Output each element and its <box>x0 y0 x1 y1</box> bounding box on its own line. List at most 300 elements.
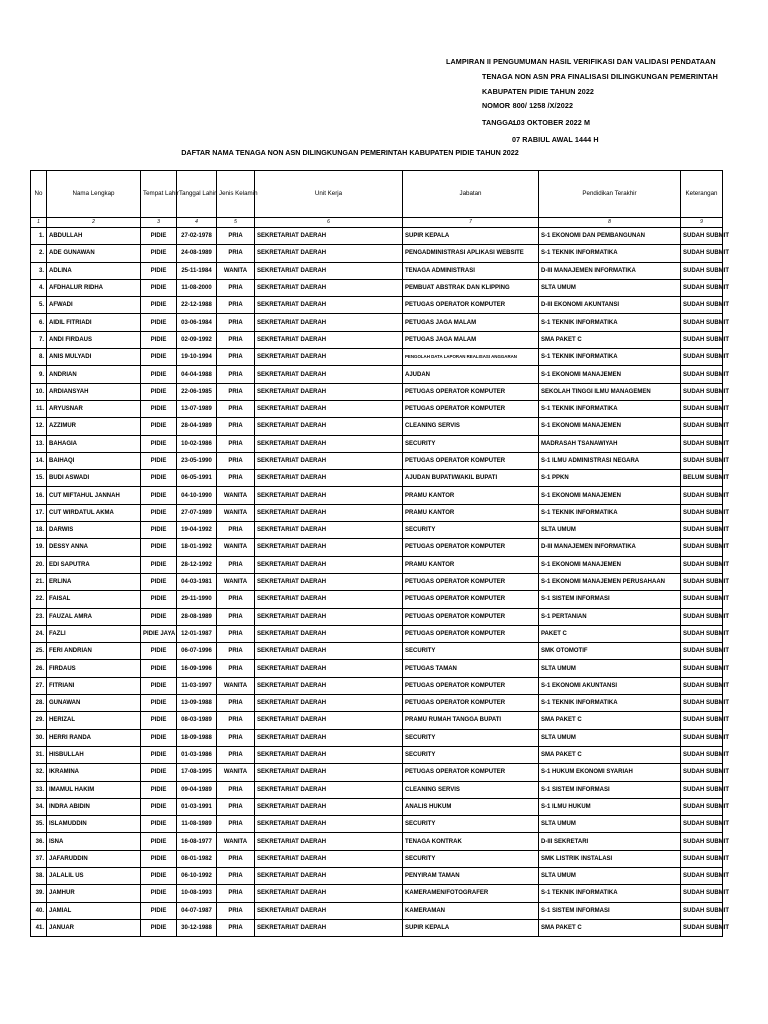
row-number-cell: 37. <box>31 850 47 867</box>
work-unit-cell: SEKRETARIAT DAERAH <box>255 885 403 902</box>
position-cell: KAMERAMAN <box>403 902 539 919</box>
full-name-cell: CUT WIRDATUL AKMA <box>47 504 141 521</box>
column-number: 9 <box>681 218 723 228</box>
birth-place-cell: PIDIE <box>141 712 177 729</box>
work-unit-cell: SEKRETARIAT DAERAH <box>255 487 403 504</box>
education-cell: S-1 ILMU ADMINISTRASI NEGARA <box>539 452 681 469</box>
position-cell: SECURITY <box>403 746 539 763</box>
status-cell: SUDAH SUBMIT <box>681 504 723 521</box>
table-row <box>31 695 723 712</box>
birth-date-cell: 02-09-1992 <box>177 331 217 348</box>
status-cell: SUDAH SUBMIT <box>681 228 723 245</box>
status-cell: SUDAH SUBMIT <box>681 816 723 833</box>
table-row <box>31 366 723 383</box>
position-cell: PRAMU KANTOR <box>403 556 539 573</box>
table-row <box>31 435 723 452</box>
work-unit-cell: SEKRETARIAT DAERAH <box>255 712 403 729</box>
birth-place-cell: PIDIE JAYA <box>141 625 177 642</box>
position-cell: PETUGAS OPERATOR KOMPUTER <box>403 383 539 400</box>
column-number: 5 <box>217 218 255 228</box>
table-row <box>31 522 723 539</box>
status-cell: SUDAH SUBMIT <box>681 435 723 452</box>
gender-cell: PRIA <box>217 245 255 262</box>
education-cell: SLTA UMUM <box>539 729 681 746</box>
status-cell: SUDAH SUBMIT <box>681 902 723 919</box>
status-cell: SUDAH SUBMIT <box>681 885 723 902</box>
position-cell: AJUDAN BUPATI/WAKIL BUPATI <box>403 470 539 487</box>
gender-cell: PRIA <box>217 470 255 487</box>
work-unit-cell: SEKRETARIAT DAERAH <box>255 625 403 642</box>
full-name-cell: JALALIL US <box>47 867 141 884</box>
work-unit-cell: SEKRETARIAT DAERAH <box>255 781 403 798</box>
education-cell: S-1 EKONOMI MANAJEMEN <box>539 556 681 573</box>
education-cell: SLTA UMUM <box>539 816 681 833</box>
position-cell: PETUGAS OPERATOR KOMPUTER <box>403 452 539 469</box>
full-name-cell: ISNA <box>47 833 141 850</box>
header-line-3: KABUPATEN PIDIE TAHUN 2022 <box>482 87 595 96</box>
status-cell: SUDAH SUBMIT <box>681 573 723 590</box>
column-header: Pendidikan Terakhir <box>539 171 681 218</box>
gender-cell: PRIA <box>217 591 255 608</box>
row-number-cell: 13. <box>31 435 47 452</box>
education-cell: S-1 EKONOMI AKUNTANSI <box>539 677 681 694</box>
gender-cell: PRIA <box>217 452 255 469</box>
work-unit-cell: SEKRETARIAT DAERAH <box>255 556 403 573</box>
gender-cell: WANITA <box>217 764 255 781</box>
status-cell: SUDAH SUBMIT <box>681 798 723 815</box>
birth-place-cell: PIDIE <box>141 349 177 366</box>
birth-date-cell: 28-08-1989 <box>177 608 217 625</box>
position-cell: PENGADMINISTRASI APLIKASI WEBSITE <box>403 245 539 262</box>
gender-cell: PRIA <box>217 746 255 763</box>
birth-date-cell: 12-01-1987 <box>177 625 217 642</box>
work-unit-cell: SEKRETARIAT DAERAH <box>255 867 403 884</box>
work-unit-cell: SEKRETARIAT DAERAH <box>255 522 403 539</box>
position-cell: SECURITY <box>403 729 539 746</box>
row-number-cell: 31. <box>31 746 47 763</box>
birth-place-cell: PIDIE <box>141 504 177 521</box>
education-cell: S-1 TEKNIK INFORMATIKA <box>539 504 681 521</box>
position-cell: PETUGAS OPERATOR KOMPUTER <box>403 695 539 712</box>
birth-date-cell: 22-12-1988 <box>177 297 217 314</box>
gender-cell: PRIA <box>217 919 255 936</box>
row-number-cell: 32. <box>31 764 47 781</box>
education-cell: MADRASAH TSANAWIYAH <box>539 435 681 452</box>
birth-place-cell: PIDIE <box>141 608 177 625</box>
column-header: Tanggal Lahir <box>177 171 217 218</box>
gender-cell: PRIA <box>217 435 255 452</box>
position-cell: CLEANING SERVIS <box>403 418 539 435</box>
birth-place-cell: PIDIE <box>141 331 177 348</box>
status-cell: SUDAH SUBMIT <box>681 712 723 729</box>
work-unit-cell: SEKRETARIAT DAERAH <box>255 504 403 521</box>
position-cell: SECURITY <box>403 850 539 867</box>
status-cell: SUDAH SUBMIT <box>681 556 723 573</box>
nomor-value: : 800/ 1258 /X/2022 <box>508 101 574 110</box>
column-header: Nama Lengkap <box>47 171 141 218</box>
birth-date-cell: 08-03-1989 <box>177 712 217 729</box>
education-cell: S-1 EKONOMI MANAJEMEN PERUSAHAAN <box>539 573 681 590</box>
birth-date-cell: 23-05-1990 <box>177 452 217 469</box>
work-unit-cell: SEKRETARIAT DAERAH <box>255 729 403 746</box>
education-cell: SMA PAKET C <box>539 746 681 763</box>
birth-place-cell: PIDIE <box>141 729 177 746</box>
gender-cell: WANITA <box>217 677 255 694</box>
row-number-cell: 2. <box>31 245 47 262</box>
birth-date-cell: 13-07-1989 <box>177 400 217 417</box>
column-number: 6 <box>255 218 403 228</box>
gender-cell: WANITA <box>217 833 255 850</box>
birth-date-cell: 03-06-1984 <box>177 314 217 331</box>
row-number-cell: 15. <box>31 470 47 487</box>
birth-place-cell: PIDIE <box>141 902 177 919</box>
birth-place-cell: PIDIE <box>141 418 177 435</box>
row-number-cell: 14. <box>31 452 47 469</box>
position-cell: SECURITY <box>403 643 539 660</box>
birth-date-cell: 01-03-1991 <box>177 798 217 815</box>
status-cell: SUDAH SUBMIT <box>681 383 723 400</box>
position-cell: PETUGAS OPERATOR KOMPUTER <box>403 625 539 642</box>
full-name-cell: FERI ANDRIAN <box>47 643 141 660</box>
row-number-cell: 24. <box>31 625 47 642</box>
gender-cell: PRIA <box>217 366 255 383</box>
full-name-cell: ISLAMUDDIN <box>47 816 141 833</box>
full-name-cell: GUNAWAN <box>47 695 141 712</box>
status-cell: SUDAH SUBMIT <box>681 608 723 625</box>
position-cell: PETUGAS TAMAN <box>403 660 539 677</box>
table-body <box>31 228 729 937</box>
full-name-cell: HERRI RANDA <box>47 729 141 746</box>
status-cell: SUDAH SUBMIT <box>681 539 723 556</box>
row-number-cell: 40. <box>31 902 47 919</box>
gender-cell: PRIA <box>217 349 255 366</box>
position-cell: PETUGAS OPERATOR KOMPUTER <box>403 608 539 625</box>
table-row <box>31 919 723 936</box>
table-row <box>31 677 723 694</box>
status-cell: SUDAH SUBMIT <box>681 625 723 642</box>
column-number: 2 <box>47 218 141 228</box>
tanggal-label: TANGGAL <box>482 118 518 127</box>
row-number-cell: 39. <box>31 885 47 902</box>
status-cell: SUDAH SUBMIT <box>681 522 723 539</box>
row-number-cell: 10. <box>31 383 47 400</box>
full-name-cell: EDI SAPUTRA <box>47 556 141 573</box>
birth-date-cell: 04-07-1987 <box>177 902 217 919</box>
work-unit-cell: SEKRETARIAT DAERAH <box>255 643 403 660</box>
education-cell: S-1 SISTEM INFORMASI <box>539 902 681 919</box>
status-cell: SUDAH SUBMIT <box>681 487 723 504</box>
birth-place-cell: PIDIE <box>141 591 177 608</box>
column-header: Unit Kerja <box>255 171 403 218</box>
birth-date-cell: 08-01-1982 <box>177 850 217 867</box>
position-cell: PETUGAS OPERATOR KOMPUTER <box>403 573 539 590</box>
birth-place-cell: PIDIE <box>141 885 177 902</box>
full-name-cell: ARDIANSYAH <box>47 383 141 400</box>
work-unit-cell: SEKRETARIAT DAERAH <box>255 902 403 919</box>
work-unit-cell: SEKRETARIAT DAERAH <box>255 470 403 487</box>
gender-cell: WANITA <box>217 262 255 279</box>
position-cell: PENGOLAH DATA LAPORAN REALISASI ANGGARAN <box>403 349 539 366</box>
full-name-cell: FAUZAL AMRA <box>47 608 141 625</box>
birth-date-cell: 09-04-1989 <box>177 781 217 798</box>
gender-cell: PRIA <box>217 781 255 798</box>
row-number-cell: 17. <box>31 504 47 521</box>
full-name-cell: JANUAR <box>47 919 141 936</box>
gender-cell: PRIA <box>217 383 255 400</box>
gender-cell: PRIA <box>217 643 255 660</box>
status-cell: SUDAH SUBMIT <box>681 297 723 314</box>
work-unit-cell: SEKRETARIAT DAERAH <box>255 539 403 556</box>
full-name-cell: BUDI ASWADI <box>47 470 141 487</box>
table-row <box>31 660 723 677</box>
table-row <box>31 383 723 400</box>
row-number-cell: 41. <box>31 919 47 936</box>
status-cell: SUDAH SUBMIT <box>681 695 723 712</box>
column-number: 4 <box>177 218 217 228</box>
status-cell: SUDAH SUBMIT <box>681 245 723 262</box>
education-cell: SLTA UMUM <box>539 867 681 884</box>
birth-date-cell: 04-04-1988 <box>177 366 217 383</box>
status-cell: SUDAH SUBMIT <box>681 781 723 798</box>
birth-place-cell: PIDIE <box>141 228 177 245</box>
education-cell: D-III SEKRETARI <box>539 833 681 850</box>
status-cell: SUDAH SUBMIT <box>681 366 723 383</box>
row-number-cell: 28. <box>31 695 47 712</box>
education-cell: PAKET C <box>539 625 681 642</box>
education-cell: S-1 TEKNIK INFORMATIKA <box>539 314 681 331</box>
birth-place-cell: PIDIE <box>141 452 177 469</box>
education-cell: SMK LISTRIK INSTALASI <box>539 850 681 867</box>
birth-place-cell: PIDIE <box>141 833 177 850</box>
table-row <box>31 816 723 833</box>
work-unit-cell: SEKRETARIAT DAERAH <box>255 366 403 383</box>
table-row <box>31 349 723 366</box>
table-row <box>31 245 723 262</box>
position-cell: PETUGAS OPERATOR KOMPUTER <box>403 297 539 314</box>
birth-place-cell: PIDIE <box>141 366 177 383</box>
position-cell: PETUGAS OPERATOR KOMPUTER <box>403 591 539 608</box>
birth-place-cell: PIDIE <box>141 919 177 936</box>
row-number-cell: 8. <box>31 349 47 366</box>
table-row <box>31 608 723 625</box>
birth-date-cell: 27-02-1978 <box>177 228 217 245</box>
work-unit-cell: SEKRETARIAT DAERAH <box>255 262 403 279</box>
position-cell: SECURITY <box>403 435 539 452</box>
position-cell: SECURITY <box>403 522 539 539</box>
work-unit-cell: SEKRETARIAT DAERAH <box>255 677 403 694</box>
full-name-cell: IMAMUL HAKIM <box>47 781 141 798</box>
row-number-cell: 19. <box>31 539 47 556</box>
birth-date-cell: 18-09-1988 <box>177 729 217 746</box>
birth-date-cell: 25-11-1984 <box>177 262 217 279</box>
full-name-cell: DESSY ANNA <box>47 539 141 556</box>
birth-place-cell: PIDIE <box>141 487 177 504</box>
education-cell: S-1 HUKUM EKONOMI SYARIAH <box>539 764 681 781</box>
gender-cell: PRIA <box>217 660 255 677</box>
table-row <box>31 798 723 815</box>
birth-date-cell: 17-08-1995 <box>177 764 217 781</box>
gender-cell: PRIA <box>217 279 255 296</box>
row-number-cell: 23. <box>31 608 47 625</box>
education-cell: SMA PAKET C <box>539 919 681 936</box>
full-name-cell: JAFARUDDIN <box>47 850 141 867</box>
birth-place-cell: PIDIE <box>141 522 177 539</box>
education-cell: SEKOLAH TINGGI ILMU MANAGEMEN <box>539 383 681 400</box>
position-cell: AJUDAN <box>403 366 539 383</box>
column-number: 8 <box>539 218 681 228</box>
row-number-cell: 38. <box>31 867 47 884</box>
tanggal-value: : 03 OKTOBER 2022 M <box>512 118 591 127</box>
work-unit-cell: SEKRETARIAT DAERAH <box>255 297 403 314</box>
gender-cell: PRIA <box>217 400 255 417</box>
education-cell: SMA PAKET C <box>539 331 681 348</box>
row-number-cell: 3. <box>31 262 47 279</box>
education-cell: S-1 SISTEM INFORMASI <box>539 781 681 798</box>
row-number-cell: 5. <box>31 297 47 314</box>
table-row <box>31 262 723 279</box>
employee-table <box>30 170 729 937</box>
birth-place-cell: PIDIE <box>141 539 177 556</box>
position-cell: SECURITY <box>403 816 539 833</box>
column-number: 7 <box>403 218 539 228</box>
row-number-cell: 33. <box>31 781 47 798</box>
education-cell: S-1 EKONOMI DAN PEMBANGUNAN <box>539 228 681 245</box>
birth-place-cell: PIDIE <box>141 400 177 417</box>
table-row <box>31 228 723 245</box>
birth-place-cell: PIDIE <box>141 314 177 331</box>
full-name-cell: INDRA ABIDIN <box>47 798 141 815</box>
full-name-cell: ABDULLAH <box>47 228 141 245</box>
position-cell: SUPIR KEPALA <box>403 919 539 936</box>
row-number-cell: 22. <box>31 591 47 608</box>
birth-place-cell: PIDIE <box>141 262 177 279</box>
birth-place-cell: PIDIE <box>141 781 177 798</box>
gender-cell: PRIA <box>217 867 255 884</box>
status-cell: SUDAH SUBMIT <box>681 867 723 884</box>
work-unit-cell: SEKRETARIAT DAERAH <box>255 764 403 781</box>
full-name-cell: CUT MIFTAHUL JANNAH <box>47 487 141 504</box>
column-header: Jenis Kelamin <box>217 171 255 218</box>
education-cell: S-1 TEKNIK INFORMATIKA <box>539 400 681 417</box>
row-number-cell: 4. <box>31 279 47 296</box>
birth-place-cell: PIDIE <box>141 279 177 296</box>
row-number-cell: 35. <box>31 816 47 833</box>
row-number-cell: 26. <box>31 660 47 677</box>
position-cell: PETUGAS OPERATOR KOMPUTER <box>403 764 539 781</box>
birth-date-cell: 27-07-1989 <box>177 504 217 521</box>
status-cell: SUDAH SUBMIT <box>681 643 723 660</box>
row-number-cell: 11. <box>31 400 47 417</box>
position-cell: KAMERAMEN/FOTOGRAFER <box>403 885 539 902</box>
position-cell: PRAMU KANTOR <box>403 504 539 521</box>
work-unit-cell: SEKRETARIAT DAERAH <box>255 228 403 245</box>
birth-date-cell: 06-05-1991 <box>177 470 217 487</box>
work-unit-cell: SEKRETARIAT DAERAH <box>255 608 403 625</box>
status-cell: SUDAH SUBMIT <box>681 833 723 850</box>
full-name-cell: JAMIAL <box>47 902 141 919</box>
birth-date-cell: 16-08-1977 <box>177 833 217 850</box>
gender-cell: PRIA <box>217 297 255 314</box>
birth-place-cell: PIDIE <box>141 556 177 573</box>
row-number-cell: 27. <box>31 677 47 694</box>
work-unit-cell: SEKRETARIAT DAERAH <box>255 660 403 677</box>
full-name-cell: BAIHAQI <box>47 452 141 469</box>
birth-date-cell: 06-07-1996 <box>177 643 217 660</box>
table-row <box>31 314 723 331</box>
status-cell: BELUM SUBMIT <box>681 470 723 487</box>
position-cell: CLEANING SERVIS <box>403 781 539 798</box>
status-cell: SUDAH SUBMIT <box>681 677 723 694</box>
education-cell: D-III MANAJEMEN INFORMATIKA <box>539 539 681 556</box>
birth-place-cell: PIDIE <box>141 383 177 400</box>
status-cell: SUDAH SUBMIT <box>681 331 723 348</box>
birth-date-cell: 10-02-1986 <box>177 435 217 452</box>
gender-cell: WANITA <box>217 487 255 504</box>
row-number-cell: 1. <box>31 228 47 245</box>
birth-date-cell: 30-12-1988 <box>177 919 217 936</box>
row-number-cell: 30. <box>31 729 47 746</box>
document-title: DAFTAR NAMA TENAGA NON ASN DILINGKUNGAN PEMERINTAH KABUPATEN PIDIE TAHUN 2022 <box>181 148 519 157</box>
education-cell: D-III MANAJEMEN INFORMATIKA <box>539 262 681 279</box>
gender-cell: PRIA <box>217 695 255 712</box>
table-row <box>31 539 723 556</box>
header-line-1: LAMPIRAN II PENGUMUMAN HASIL VERIFIKASI DAN VALIDASI PENDATAAN <box>446 57 716 66</box>
column-header: Tempat Lahir <box>141 171 177 218</box>
position-cell: PRAMU RUMAH TANGGA BUPATI <box>403 712 539 729</box>
work-unit-cell: SEKRETARIAT DAERAH <box>255 833 403 850</box>
status-cell: SUDAH SUBMIT <box>681 452 723 469</box>
birth-date-cell: 19-04-1992 <box>177 522 217 539</box>
work-unit-cell: SEKRETARIAT DAERAH <box>255 919 403 936</box>
birth-place-cell: PIDIE <box>141 695 177 712</box>
work-unit-cell: SEKRETARIAT DAERAH <box>255 331 403 348</box>
column-header: No <box>31 171 47 218</box>
birth-date-cell: 04-03-1981 <box>177 573 217 590</box>
table-row <box>31 487 723 504</box>
birth-place-cell: PIDIE <box>141 643 177 660</box>
birth-place-cell: PIDIE <box>141 746 177 763</box>
full-name-cell: FAISAL <box>47 591 141 608</box>
gender-cell: WANITA <box>217 573 255 590</box>
position-cell: TENAGA ADMINISTRASI <box>403 262 539 279</box>
position-cell: PETUGAS OPERATOR KOMPUTER <box>403 400 539 417</box>
work-unit-cell: SEKRETARIAT DAERAH <box>255 798 403 815</box>
status-cell: SUDAH SUBMIT <box>681 919 723 936</box>
row-number-cell: 9. <box>31 366 47 383</box>
education-cell: D-III EKONOMI AKUNTANSI <box>539 297 681 314</box>
nomor-label: NOMOR <box>482 101 511 110</box>
birth-date-cell: 19-10-1994 <box>177 349 217 366</box>
full-name-cell: AIDIL FITRIADI <box>47 314 141 331</box>
full-name-cell: FIRDAUS <box>47 660 141 677</box>
row-number-cell: 21. <box>31 573 47 590</box>
row-number-cell: 12. <box>31 418 47 435</box>
birth-date-cell: 29-11-1990 <box>177 591 217 608</box>
table-row <box>31 556 723 573</box>
table-row <box>31 470 723 487</box>
position-cell: TENAGA KONTRAK <box>403 833 539 850</box>
work-unit-cell: SEKRETARIAT DAERAH <box>255 746 403 763</box>
birth-date-cell: 24-08-1989 <box>177 245 217 262</box>
table-header-row <box>31 171 723 218</box>
gender-cell: PRIA <box>217 608 255 625</box>
gender-cell: WANITA <box>217 539 255 556</box>
work-unit-cell: SEKRETARIAT DAERAH <box>255 245 403 262</box>
table-row <box>31 418 723 435</box>
education-cell: S-1 TEKNIK INFORMATIKA <box>539 885 681 902</box>
row-number-cell: 34. <box>31 798 47 815</box>
row-number-cell: 18. <box>31 522 47 539</box>
